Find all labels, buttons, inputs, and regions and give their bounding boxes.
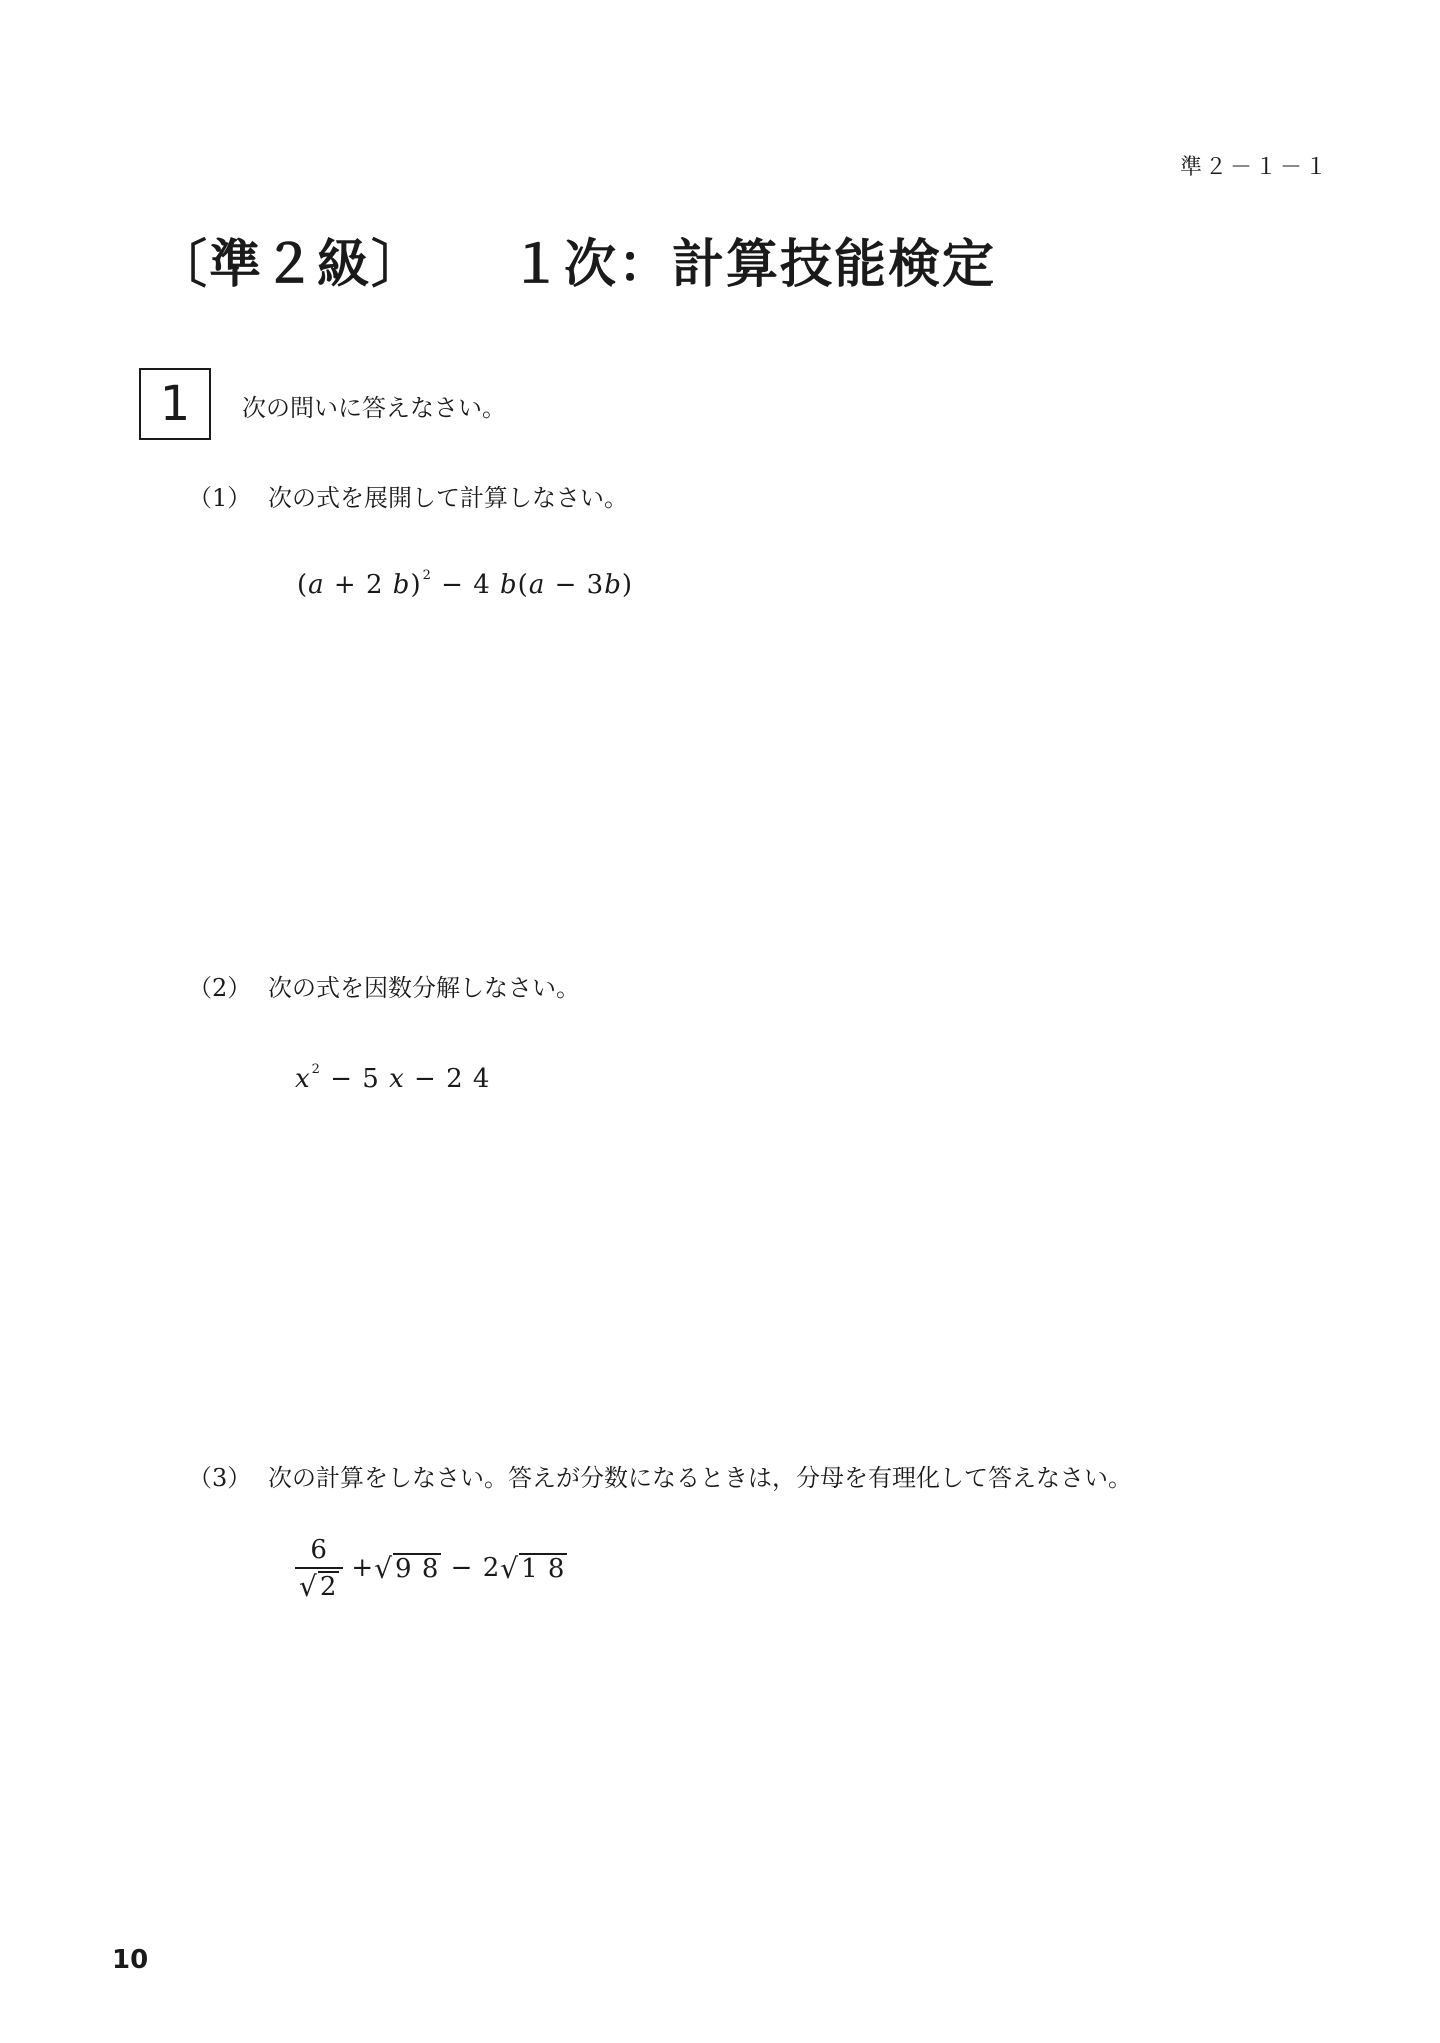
fraction-numerator: 6 [310, 1535, 328, 1565]
question-instruction: 次の問いに答えなさい。 [242, 394, 506, 422]
radical-sign: √ [500, 1552, 520, 1586]
exam-section-title: １次：計算技能検定 [510, 235, 997, 295]
subquestion-2-text: 次の式を因数分解しなさい。 [268, 974, 580, 1002]
sqrt-18 [500, 1552, 567, 1586]
page-number: 10 [112, 1945, 149, 1975]
subquestion-1-text: 次の式を展開して計算しなさい。 [268, 484, 628, 512]
question-number-box [139, 368, 211, 440]
subquestion-3-number: （3） [188, 1464, 252, 1492]
radical-sign: √ [299, 1570, 318, 1604]
minus-two: − 2 [441, 1553, 501, 1584]
subquestion-1-number: （1） [188, 484, 252, 512]
plus-sign: + [351, 1553, 375, 1584]
radical-sign: √ [374, 1552, 394, 1586]
subquestion-3-formula [295, 1535, 567, 1604]
subquestion-2-number: （2） [188, 974, 252, 1002]
radicand-18: 1 8 [521, 1554, 566, 1584]
fraction-denominator [295, 1569, 343, 1604]
sqrt-98 [374, 1552, 441, 1586]
radicand-98: 9 8 [395, 1554, 440, 1584]
page-code: 準２－１－１ [1180, 155, 1331, 180]
exam-level-title: 〔準２級〕 [155, 235, 426, 295]
subquestion-1-formula: (a + 2 b)$^2$ − 4 b(a − 3b) [297, 568, 634, 600]
subquestion-3-text: 次の計算をしなさい。答えが分数になるときは，分母を有理化して答えなさい。 [268, 1464, 1132, 1492]
fraction [295, 1535, 343, 1604]
radicand-2: 2 [319, 1572, 338, 1602]
subquestion-2-formula: $x^2 - 5$ x − 2 4 [295, 1062, 491, 1094]
question-number: 1 [159, 376, 191, 432]
